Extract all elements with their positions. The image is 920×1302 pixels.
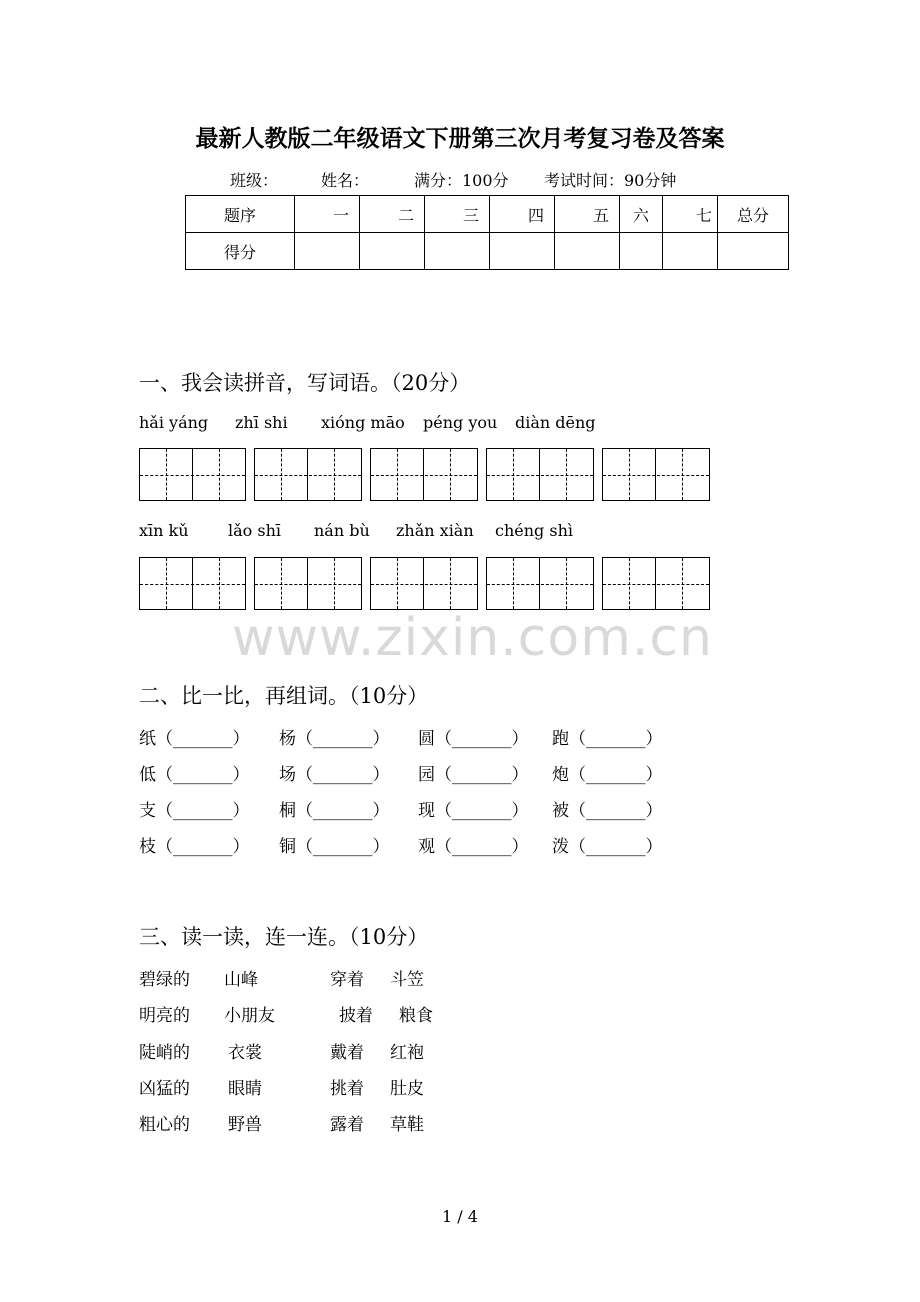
compare-word-item: 被（_______） <box>552 801 663 821</box>
score-cell[interactable] <box>295 233 360 270</box>
score-table-header-cell: 七 <box>663 196 718 233</box>
score-table-header-row <box>186 196 789 233</box>
full-score-label: 满分：100分 <box>414 171 509 190</box>
section3-heading: 三、读一读，连一连。（10分） <box>139 925 429 949</box>
score-row-label: 得分 <box>186 233 295 270</box>
match-word: 肚皮 <box>390 1079 424 1099</box>
compare-word-item: 现（_______） <box>418 801 529 821</box>
match-word: 碧绿的 <box>139 970 190 990</box>
score-cell[interactable] <box>360 233 425 270</box>
compare-word-item: 泼（_______） <box>552 837 663 857</box>
writing-grid[interactable] <box>486 448 594 501</box>
score-table-header-cell: 五 <box>555 196 620 233</box>
page-title: 最新人教版二年级语文下册第三次月考复习卷及答案 <box>195 125 725 152</box>
compare-word-item: 观（_______） <box>418 837 529 857</box>
pinyin-label: xīn kǔ <box>139 521 189 540</box>
match-word: 眼睛 <box>228 1079 262 1099</box>
match-word: 红袍 <box>390 1043 424 1063</box>
match-word: 穿着 <box>330 970 364 990</box>
compare-word-item: 园（_______） <box>418 765 529 785</box>
score-cell[interactable] <box>555 233 620 270</box>
score-table-header-cell: 四 <box>490 196 555 233</box>
match-word: 山峰 <box>224 970 258 990</box>
match-word: 陡峭的 <box>139 1043 190 1063</box>
score-cell[interactable] <box>620 233 663 270</box>
match-word: 粗心的 <box>139 1115 190 1135</box>
writing-grid[interactable] <box>254 557 362 610</box>
class-label: 班级： <box>230 171 279 190</box>
section2-heading: 二、比一比，再组词。（10分） <box>139 684 429 708</box>
match-word: 草鞋 <box>390 1115 424 1135</box>
compare-word-item: 纸（_______） <box>139 729 250 749</box>
pinyin-label: xióng māo <box>321 413 405 432</box>
pinyin-label: diàn dēng <box>515 413 596 432</box>
watermark: www.zixin.com.cn <box>232 608 713 668</box>
section1-heading: 一、我会读拼音，写词语。（20分） <box>139 371 471 395</box>
match-word: 披着 <box>339 1006 373 1026</box>
match-word: 露着 <box>330 1115 364 1135</box>
score-table-header-cell: 六 <box>620 196 663 233</box>
name-label: 姓名： <box>321 171 370 190</box>
pinyin-label: lǎo shī <box>228 521 282 540</box>
match-word: 凶猛的 <box>139 1079 190 1099</box>
score-table-header-cell: 三 <box>425 196 490 233</box>
pinyin-label: hǎi yáng <box>139 413 209 432</box>
match-word: 戴着 <box>330 1043 364 1063</box>
pinyin-label: chéng shì <box>495 521 573 540</box>
score-table-header-cell: 总分 <box>718 196 789 233</box>
score-table <box>185 195 789 270</box>
compare-word-item: 杨（_______） <box>279 729 390 749</box>
score-cell[interactable] <box>425 233 490 270</box>
pinyin-label: nán bù <box>314 521 370 540</box>
page-number: 1 / 4 <box>442 1207 478 1226</box>
score-table-header-cell: 二 <box>360 196 425 233</box>
match-word: 斗笠 <box>390 970 424 990</box>
score-table-header-cell: 题序 <box>186 196 295 233</box>
match-word: 野兽 <box>228 1115 262 1135</box>
match-word: 明亮的 <box>139 1006 190 1026</box>
compare-word-item: 桐（_______） <box>279 801 390 821</box>
compare-word-item: 枝（_______） <box>139 837 250 857</box>
writing-grid[interactable] <box>139 557 246 610</box>
writing-grid[interactable] <box>139 448 246 501</box>
match-word: 小朋友 <box>224 1006 275 1026</box>
score-table-score-row <box>186 233 789 270</box>
score-table-header-cell: 一 <box>295 196 360 233</box>
score-cell[interactable] <box>718 233 789 270</box>
match-word: 粮食 <box>399 1006 433 1026</box>
compare-word-item: 炮（_______） <box>552 765 663 785</box>
compare-word-item: 场（_______） <box>279 765 390 785</box>
writing-grid[interactable] <box>602 557 710 610</box>
compare-word-item: 支（_______） <box>139 801 250 821</box>
match-word: 挑着 <box>330 1079 364 1099</box>
writing-grid[interactable] <box>254 448 362 501</box>
compare-word-item: 跑（_______） <box>552 729 663 749</box>
pinyin-label: péng you <box>423 413 498 432</box>
score-cell[interactable] <box>490 233 555 270</box>
compare-word-item: 铜（_______） <box>279 837 390 857</box>
score-cell[interactable] <box>663 233 718 270</box>
match-word: 衣裳 <box>228 1043 262 1063</box>
writing-grid[interactable] <box>602 448 710 501</box>
pinyin-label: zhī shi <box>235 413 288 432</box>
pinyin-label: zhǎn xiàn <box>396 521 474 540</box>
writing-grid[interactable] <box>370 557 478 610</box>
writing-grid[interactable] <box>370 448 478 501</box>
exam-time-label: 考试时间：90分钟 <box>544 171 677 190</box>
compare-word-item: 低（_______） <box>139 765 250 785</box>
compare-word-item: 圆（_______） <box>418 729 529 749</box>
writing-grid[interactable] <box>486 557 594 610</box>
